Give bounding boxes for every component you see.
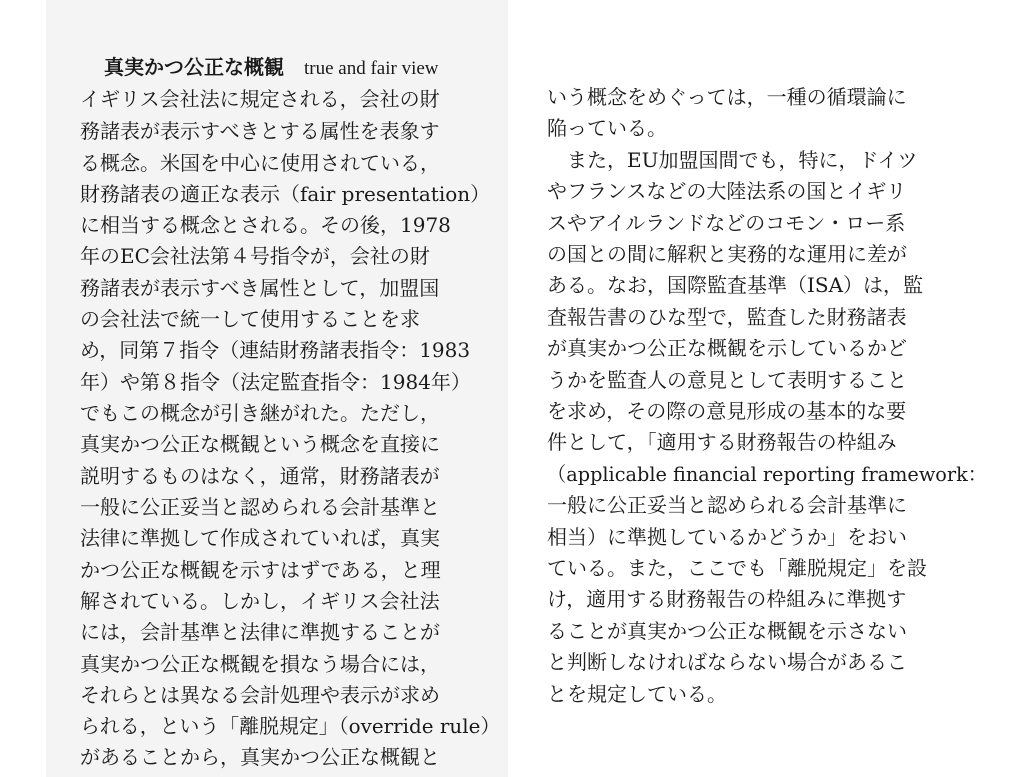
text-line: 真実かつ公正な概観を損なう場合には，	[80, 652, 440, 676]
text-line: 務諸表が表示すべき属性として，加盟国	[80, 276, 440, 300]
text-line: （applicable financial reporting framework：	[547, 462, 988, 486]
text-line: 年）や第８指令（法定監査指令：1984年）	[80, 370, 471, 394]
text-line: 説明するものはなく，通常，財務諸表が	[80, 464, 440, 488]
text-line: には，会計基準と法律に準拠することが	[80, 620, 440, 644]
text-line: やフランスなどの大陸法系の国とイギリ	[547, 179, 907, 203]
text-line: また，EU加盟国間でも，特に，ドイツ	[547, 148, 918, 172]
text-line: ある。なお，国際監査基準（ISA）は，監	[547, 273, 924, 297]
text-line: うかを監査人の意見として表明すること	[547, 368, 907, 392]
text-line: の国との間に解釈と実務的な運用に差が	[547, 242, 907, 266]
text-line: る概念。米国を中心に使用されている，	[80, 151, 440, 175]
text-line: を求め，その際の意見形成の基本的な要	[547, 399, 907, 423]
text-line: 相当）に準拠しているかどうか」をおい	[547, 525, 907, 549]
text-line: の会社法で統一して使用することを求	[80, 307, 420, 331]
text-line: 真実かつ公正な概観という概念を直接に	[80, 432, 440, 456]
text-line: け，適用する財務報告の枠組みに準拠す	[547, 587, 907, 611]
text-line: 財務諸表の適正な表示（fair presentation）	[80, 182, 491, 206]
entry-term-english: true and fair view	[304, 58, 439, 79]
text-line: でもこの概念が引き継がれた。ただし，	[80, 401, 440, 425]
text-line: ている。また，ここでも「離脱規定」を設	[547, 556, 927, 580]
text-line: イギリス会社法に規定される，会社の財	[80, 87, 440, 111]
text-line: 件として，「適用する財務報告の枠組み	[547, 430, 897, 454]
text-line: 務諸表が表示すべきとする属性を表象す	[80, 119, 440, 143]
text-line: 法律に準拠して作成されていれば，真実	[80, 526, 440, 550]
text-line: それらとは異なる会計処理や表示が求め	[80, 683, 440, 707]
text-line: 査報告書のひな型で，監査した財務諸表	[547, 305, 907, 329]
text-line: とを規定している。	[547, 682, 727, 706]
text-line: 年のEC会社法第４号指令が，会社の財	[80, 244, 430, 268]
text-line: 解されている。しかし，イギリス会社法	[80, 589, 440, 613]
text-line: 陥っている。	[547, 116, 667, 140]
text-line: 一般に公正妥当と認められる会計基準に	[547, 493, 907, 517]
text-line: ることが真実かつ公正な概観を示さない	[547, 619, 907, 643]
left-column	[46, 0, 508, 777]
text-line: と判断しなければならない場合があるこ	[547, 650, 907, 674]
text-line: があることから，真実かつ公正な概観と	[80, 745, 440, 769]
entry-term-japanese: 真実かつ公正な概観	[104, 55, 284, 79]
text-line: が真実かつ公正な概観を示しているかど	[547, 336, 907, 360]
entry-heading	[104, 54, 439, 82]
text-line: に相当する概念とされる。その後，1978	[80, 213, 451, 237]
text-line: 一般に公正妥当と認められる会計基準と	[80, 495, 440, 519]
text-line: スやアイルランドなどのコモン・ロー系	[547, 211, 906, 235]
text-line: いう概念をめぐっては，一種の循環論に	[547, 85, 907, 109]
text-line: め，同第７指令（連結財務諸表指令：1983	[80, 338, 471, 362]
text-line: られる，という「離脱規定」（override rule）	[80, 714, 501, 738]
text-line: かつ公正な概観を示すはずである，と理	[80, 558, 441, 582]
